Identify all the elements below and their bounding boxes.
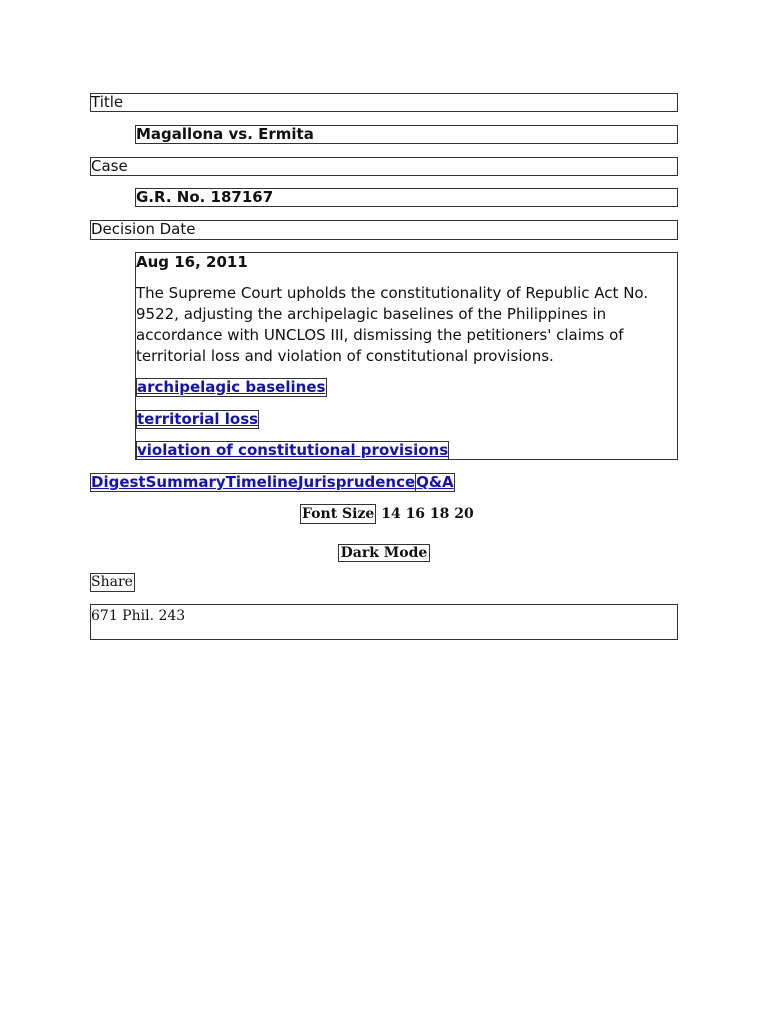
tab-timeline[interactable]: Timeline bbox=[225, 473, 298, 491]
title-label: Title bbox=[91, 93, 124, 111]
citation-text: 671 Phil. 243 bbox=[91, 608, 186, 624]
title-value-box bbox=[135, 125, 678, 144]
font-size-option-14[interactable]: 14 bbox=[381, 506, 401, 522]
case-value-box bbox=[135, 188, 678, 207]
font-size-label: Font Size bbox=[302, 506, 375, 522]
font-size-control bbox=[300, 504, 474, 524]
case-number: G.R. No. 187167 bbox=[136, 188, 274, 206]
tab-qa[interactable]: Q&A bbox=[416, 473, 454, 491]
keyword-link-constitutional-violation[interactable]: violation of constitutional provisions bbox=[137, 441, 449, 459]
decision-date-value: Aug 16, 2011 bbox=[136, 253, 248, 271]
section-tabs bbox=[90, 473, 455, 492]
decision-date-label: Decision Date bbox=[91, 220, 196, 238]
keyword-link-archipelagic-baselines[interactable]: archipelagic baselines bbox=[137, 378, 326, 396]
decision-summary-box bbox=[135, 252, 678, 460]
case-title: Magallona vs. Ermita bbox=[136, 125, 314, 143]
tab-jurisprudence[interactable]: Jurisprudence bbox=[297, 473, 416, 491]
font-size-option-20[interactable]: 20 bbox=[454, 506, 474, 522]
font-size-option-16[interactable]: 16 bbox=[405, 506, 426, 522]
case-label-box bbox=[90, 157, 678, 176]
dark-mode-toggle[interactable]: Dark Mode bbox=[338, 544, 430, 562]
case-summary-text: The Supreme Court upholds the constitutionality of Republic Act No. 9522, adjusting the archipelagic baselines of the Philippines in accordance with UNCLOS III, dismissing the petitioners' claims of territorial loss and violation of constitutional provisions. bbox=[136, 284, 649, 365]
tab-summary[interactable]: Summary bbox=[145, 473, 226, 491]
tab-digest[interactable]: Digest bbox=[91, 473, 146, 491]
share-button[interactable]: Share bbox=[91, 574, 133, 590]
case-label: Case bbox=[91, 157, 128, 175]
title-label-box bbox=[90, 93, 678, 112]
font-size-option-18[interactable]: 18 bbox=[429, 506, 450, 522]
decision-date-label-box bbox=[90, 220, 678, 240]
citation-box bbox=[90, 604, 678, 640]
keyword-link-territorial-loss[interactable]: territorial loss bbox=[137, 410, 259, 428]
